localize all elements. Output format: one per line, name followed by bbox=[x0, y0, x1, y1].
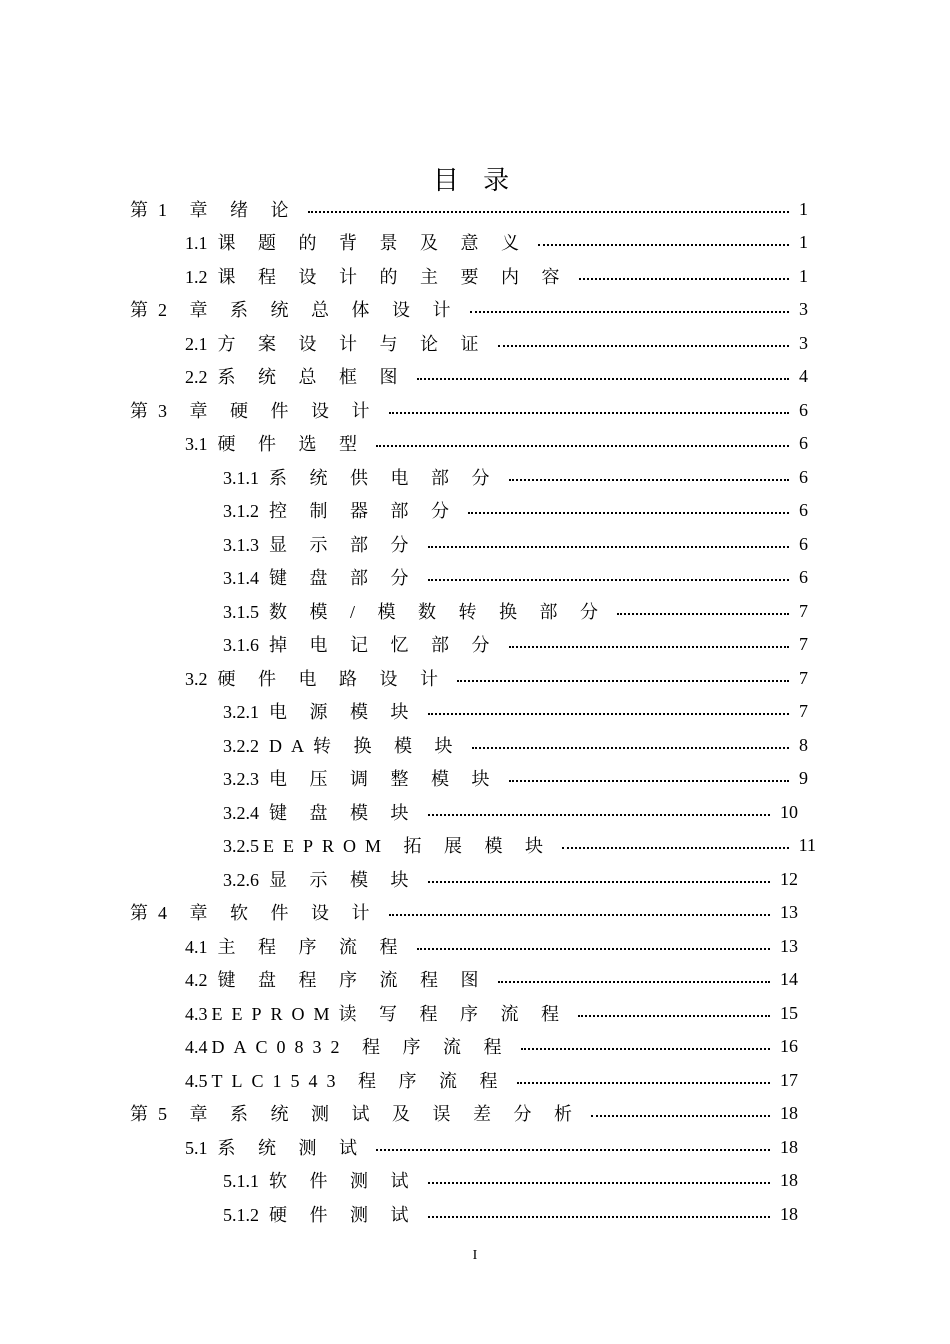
toc-number: 第 bbox=[130, 903, 148, 923]
toc-number: 3.2 bbox=[185, 669, 208, 689]
toc-leader bbox=[591, 1115, 770, 1117]
toc-page: 17 bbox=[780, 1069, 798, 1090]
toc-page: 1 bbox=[799, 265, 808, 286]
toc-entry[interactable] bbox=[185, 227, 808, 257]
toc-leader bbox=[389, 412, 790, 414]
toc-leader bbox=[308, 211, 790, 213]
toc-label: 方 案 设 计 与 论 证 bbox=[217, 334, 488, 354]
toc-leader bbox=[428, 579, 790, 581]
toc-number: 第 bbox=[130, 1104, 148, 1124]
toc-entry[interactable] bbox=[185, 261, 808, 291]
toc-page: 6 bbox=[799, 533, 808, 554]
toc-leader bbox=[457, 680, 789, 682]
toc-leader bbox=[376, 445, 789, 447]
toc-label: 5 章 系 统 测 试 及 误 差 分 析 bbox=[158, 1104, 581, 1124]
toc-entry[interactable] bbox=[223, 529, 808, 559]
toc-label: 2 章 系 统 总 体 设 计 bbox=[158, 300, 460, 320]
toc-entry[interactable] bbox=[223, 696, 808, 726]
toc-entry[interactable] bbox=[223, 797, 798, 827]
toc-label: 显 示 模 块 bbox=[269, 870, 418, 890]
toc-entry[interactable] bbox=[223, 830, 816, 860]
toc-number: 第 bbox=[130, 300, 148, 320]
toc-entry[interactable] bbox=[223, 596, 808, 626]
toc-page: 14 bbox=[780, 968, 798, 989]
toc-leader bbox=[517, 1082, 771, 1084]
toc-leader bbox=[428, 546, 790, 548]
toc-entry[interactable] bbox=[130, 395, 808, 425]
toc-entry[interactable] bbox=[223, 1165, 798, 1195]
toc-page: 4 bbox=[799, 365, 808, 386]
toc-page: 12 bbox=[780, 868, 798, 889]
toc-entry[interactable] bbox=[185, 931, 798, 961]
toc-page: 1 bbox=[799, 231, 808, 252]
toc-page: 11 bbox=[798, 834, 816, 855]
toc-label: 硬 件 选 型 bbox=[217, 434, 366, 454]
toc-page: 7 bbox=[799, 633, 808, 654]
toc-page: 10 bbox=[780, 801, 798, 822]
toc-label: 显 示 部 分 bbox=[269, 535, 418, 555]
toc-leader bbox=[470, 311, 790, 313]
toc-entry[interactable] bbox=[185, 663, 808, 693]
toc-label: 软 件 测 试 bbox=[269, 1171, 418, 1191]
toc-page: 13 bbox=[780, 901, 798, 922]
toc-page: 6 bbox=[799, 466, 808, 487]
toc-label: 系 统 总 框 图 bbox=[217, 367, 407, 387]
toc-entry[interactable] bbox=[185, 361, 808, 391]
toc-number: 5.1.1 bbox=[223, 1171, 259, 1191]
toc-entry[interactable] bbox=[185, 428, 808, 458]
toc-label: 主 程 序 流 程 bbox=[217, 937, 407, 957]
toc-page: 3 bbox=[799, 298, 808, 319]
toc-leader bbox=[509, 646, 790, 648]
toc-number: 4.1 bbox=[185, 937, 208, 957]
toc-number: 2.2 bbox=[185, 367, 208, 387]
toc-label: 4 章 软 件 设 计 bbox=[158, 903, 379, 923]
toc-label: 硬 件 电 路 设 计 bbox=[217, 669, 447, 689]
toc-entry[interactable] bbox=[223, 730, 808, 760]
toc-number: 3.2.4 bbox=[223, 803, 259, 823]
toc-page: 8 bbox=[799, 734, 808, 755]
toc-leader bbox=[578, 1015, 770, 1017]
toc-label: 电 压 调 整 模 块 bbox=[269, 769, 499, 789]
toc-label: 电 源 模 块 bbox=[269, 702, 418, 722]
toc-number: 3.1.4 bbox=[223, 568, 259, 588]
toc-number: 3.2.5 bbox=[223, 836, 259, 856]
toc-number: 第 bbox=[130, 401, 148, 421]
toc-label: DA转 换 模 块 bbox=[269, 736, 462, 756]
toc-leader bbox=[521, 1048, 770, 1050]
toc-number: 2.1 bbox=[185, 334, 208, 354]
toc-number: 4.4 bbox=[185, 1037, 208, 1057]
toc-page: 6 bbox=[799, 499, 808, 520]
toc-page: 15 bbox=[780, 1002, 798, 1023]
toc-entry[interactable] bbox=[130, 897, 798, 927]
toc-number: 3.2.1 bbox=[223, 702, 259, 722]
toc-label: 硬 件 测 试 bbox=[269, 1205, 418, 1225]
toc-number: 5.1.2 bbox=[223, 1205, 259, 1225]
toc-page: 16 bbox=[780, 1035, 798, 1056]
toc-number: 第 bbox=[130, 200, 148, 220]
toc-leader bbox=[468, 512, 789, 514]
page-number: I bbox=[472, 1248, 478, 1263]
toc-leader bbox=[617, 613, 789, 615]
toc-leader bbox=[428, 1182, 771, 1184]
toc-label: 1 章 绪 论 bbox=[158, 200, 298, 220]
toc-label: 控 制 器 部 分 bbox=[269, 501, 458, 521]
toc-leader bbox=[562, 847, 789, 849]
toc-number: 1.1 bbox=[185, 233, 208, 253]
toc-label: DAC0832 程 序 流 程 bbox=[211, 1037, 511, 1057]
toc-label: 系 统 测 试 bbox=[217, 1138, 366, 1158]
toc-number: 3.1.6 bbox=[223, 635, 259, 655]
toc-label: 键 盘 模 块 bbox=[269, 803, 418, 823]
toc-page: 7 bbox=[799, 667, 808, 688]
toc-entry[interactable] bbox=[223, 864, 798, 894]
toc-entry[interactable] bbox=[185, 1031, 798, 1061]
toc-entry[interactable] bbox=[223, 462, 808, 492]
toc-label: 3 章 硬 件 设 计 bbox=[158, 401, 379, 421]
toc-entry[interactable] bbox=[223, 495, 808, 525]
toc-entry[interactable] bbox=[130, 294, 808, 324]
toc-label: EEPROM读 写 程 序 流 程 bbox=[211, 1004, 569, 1024]
toc-leader bbox=[428, 814, 771, 816]
toc-label: 系 统 供 电 部 分 bbox=[269, 468, 499, 488]
toc-entry[interactable] bbox=[223, 629, 808, 659]
toc-leader bbox=[472, 747, 790, 749]
toc-page: 1 bbox=[799, 198, 808, 219]
toc-leader bbox=[498, 345, 790, 347]
toc-leader bbox=[509, 479, 790, 481]
toc-leader bbox=[417, 948, 771, 950]
toc-entry[interactable] bbox=[185, 1065, 798, 1095]
toc-leader bbox=[498, 981, 771, 983]
toc-label: 掉 电 记 忆 部 分 bbox=[269, 635, 499, 655]
toc-label: EEPROM 拓 展 模 块 bbox=[263, 836, 553, 856]
toc-number: 3.1.2 bbox=[223, 501, 259, 521]
toc-page: 6 bbox=[799, 432, 808, 453]
toc-leader bbox=[389, 914, 771, 916]
toc-number: 3.1.1 bbox=[223, 468, 259, 488]
toc-page: 9 bbox=[799, 767, 808, 788]
toc-page: 6 bbox=[799, 566, 808, 587]
toc-leader bbox=[428, 713, 790, 715]
toc-entry[interactable] bbox=[223, 1199, 798, 1229]
toc-entry[interactable] bbox=[185, 328, 808, 358]
toc-leader bbox=[417, 378, 790, 380]
toc-number: 5.1 bbox=[185, 1138, 208, 1158]
toc-number: 3.2.3 bbox=[223, 769, 259, 789]
toc-leader bbox=[428, 881, 771, 883]
toc-label: 课 程 设 计 的 主 要 内 容 bbox=[217, 267, 569, 287]
toc-page: 7 bbox=[799, 600, 808, 621]
toc-leader bbox=[579, 278, 790, 280]
toc-page: 18 bbox=[780, 1203, 798, 1224]
toc-entry[interactable] bbox=[130, 194, 808, 224]
toc-entry[interactable] bbox=[185, 964, 798, 994]
toc-number: 3.2.2 bbox=[223, 736, 259, 756]
toc-page: 18 bbox=[780, 1102, 798, 1123]
toc-page: 18 bbox=[780, 1136, 798, 1157]
toc-label: 数 模 / 模 数 转 换 部 分 bbox=[269, 602, 608, 622]
toc-page: 7 bbox=[799, 700, 808, 721]
toc-number: 3.1 bbox=[185, 434, 208, 454]
toc-number: 3.2.6 bbox=[223, 870, 259, 890]
toc-entry[interactable] bbox=[223, 763, 808, 793]
toc-page: 18 bbox=[780, 1169, 798, 1190]
toc-page: 3 bbox=[799, 332, 808, 353]
toc-label: 键 盘 程 序 流 程 图 bbox=[217, 970, 488, 990]
toc-entry[interactable] bbox=[185, 998, 798, 1028]
toc-entry[interactable] bbox=[223, 562, 808, 592]
toc-number: 4.5 bbox=[185, 1071, 208, 1091]
toc-page: 6 bbox=[799, 399, 808, 420]
toc-leader bbox=[376, 1149, 770, 1151]
toc-number: 3.1.3 bbox=[223, 535, 259, 555]
toc-number: 4.3 bbox=[185, 1004, 208, 1024]
toc-label: 课 题 的 背 景 及 意 义 bbox=[217, 233, 528, 253]
toc-leader bbox=[509, 780, 790, 782]
toc-label: 键 盘 部 分 bbox=[269, 568, 418, 588]
toc-entry[interactable] bbox=[185, 1132, 798, 1162]
toc-entry[interactable] bbox=[130, 1098, 798, 1128]
toc-number: 4.2 bbox=[185, 970, 208, 990]
toc-number: 1.2 bbox=[185, 267, 208, 287]
toc-leader bbox=[538, 244, 789, 246]
toc-label: TLC1543 程 序 流 程 bbox=[211, 1071, 507, 1091]
page-title: 目 录 bbox=[432, 166, 518, 196]
toc-number: 3.1.5 bbox=[223, 602, 259, 622]
toc-leader bbox=[428, 1216, 771, 1218]
toc-page: 13 bbox=[780, 935, 798, 956]
